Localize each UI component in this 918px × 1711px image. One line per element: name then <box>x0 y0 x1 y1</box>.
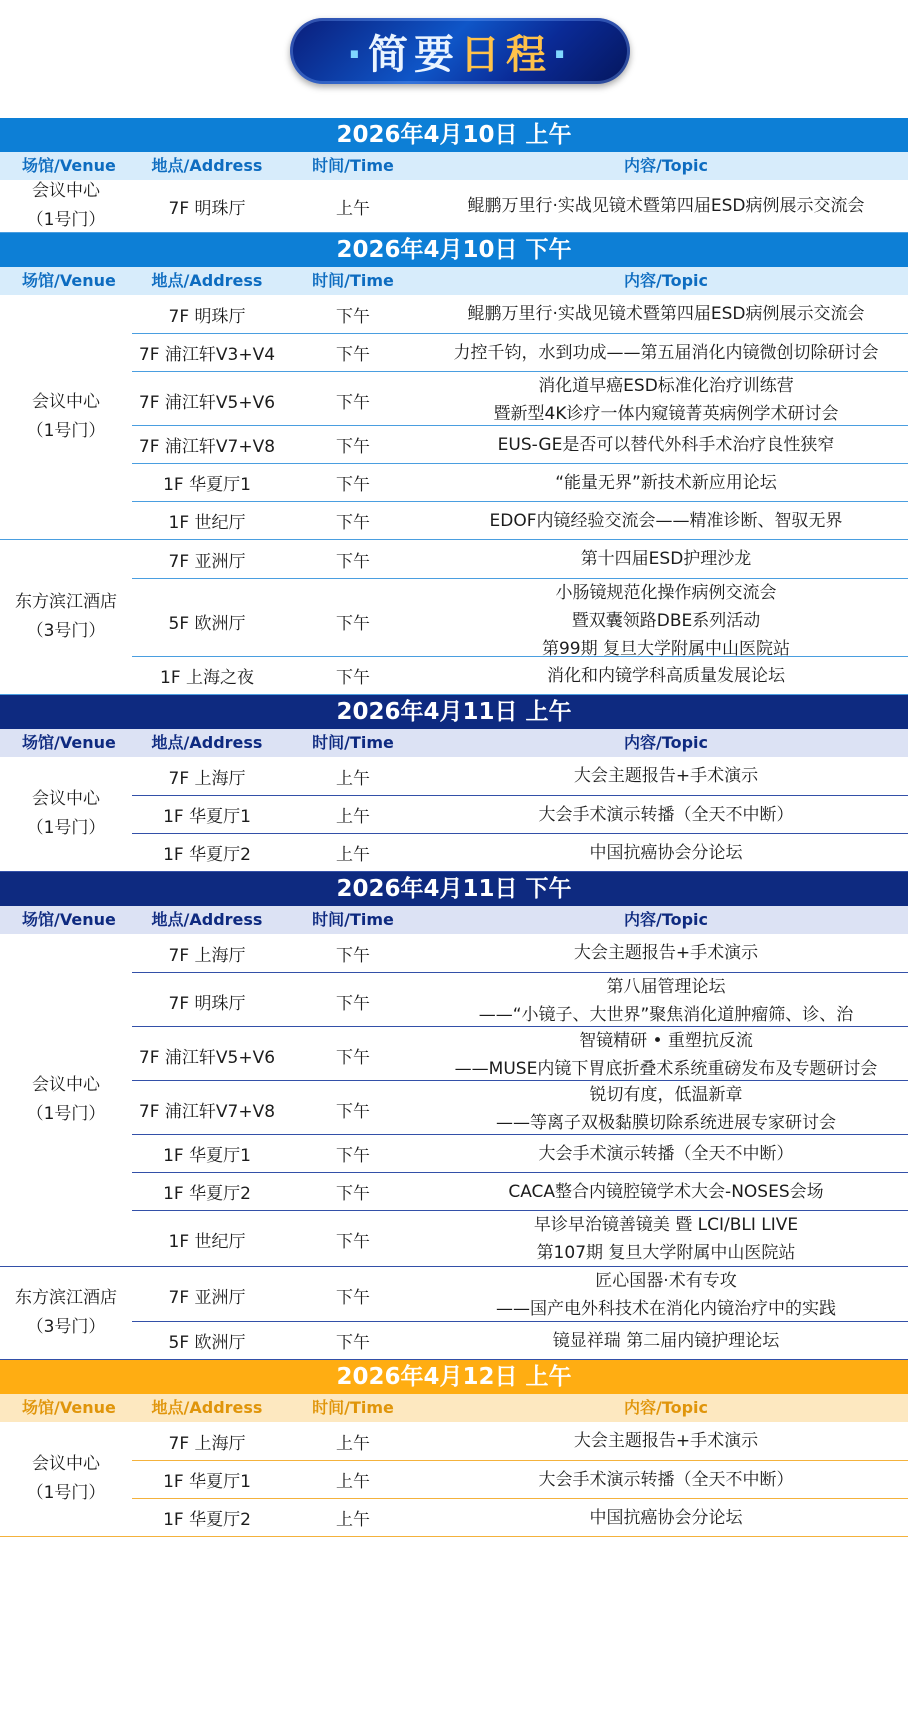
venue-name-line: （3号门） <box>26 621 106 641</box>
topic-cell <box>424 1504 908 1532</box>
schedule-row <box>132 1134 908 1172</box>
column-header-topic: 内容/Topic <box>623 733 709 752</box>
address-cell: 1F 华夏厅1 <box>163 475 251 495</box>
topic-cell <box>424 579 908 663</box>
schedule-row <box>132 425 908 463</box>
topic-cell <box>424 192 908 220</box>
venue-name-line: 会议中心 <box>32 789 100 809</box>
schedule-row <box>132 295 908 333</box>
topic-cell <box>424 469 908 497</box>
topic-line: EDOF内镜经验交流会——精准诊断、智驭无界 <box>489 510 843 531</box>
time-cell: 上午 <box>336 198 370 219</box>
title-char: 日 <box>460 31 506 78</box>
venue-name-line: （1号门） <box>26 421 106 441</box>
time-cell: 上午 <box>336 807 370 827</box>
topic-line: 大会手术演示转播（全天不中断） <box>538 1143 794 1164</box>
time-cell: 下午 <box>336 945 370 966</box>
title-dot-left: · <box>346 31 368 78</box>
address-cell: 1F 华夏厅1 <box>163 1146 251 1166</box>
address-cell: 7F 亚洲厅 <box>168 1287 246 1308</box>
schedule-row <box>132 501 908 539</box>
title-char: 程 <box>506 31 552 78</box>
time-cell: 上午 <box>336 1433 370 1454</box>
time-cell: 下午 <box>336 1184 370 1204</box>
column-header-venue: 场馆/Venue <box>22 910 116 929</box>
column-header-row <box>0 267 908 295</box>
address-cell: 1F 华夏厅1 <box>163 807 251 827</box>
column-header-address: 地点/Address <box>151 271 263 290</box>
venue-cell <box>0 540 132 694</box>
topic-cell <box>424 1140 908 1168</box>
topic-cell <box>424 1267 908 1323</box>
time-cell: 下午 <box>336 437 370 457</box>
topic-cell <box>424 431 908 459</box>
venue-name-line: （1号门） <box>26 818 106 838</box>
topic-line: 第八届管理论坛 <box>606 977 726 997</box>
topic-cell <box>424 973 908 1029</box>
column-header-row <box>0 729 908 757</box>
column-header-venue: 场馆/Venue <box>22 733 116 752</box>
venue-cell <box>0 934 132 1266</box>
column-header-topic: 内容/Topic <box>623 271 709 290</box>
topic-cell <box>424 1427 908 1455</box>
schedule-row <box>132 833 908 871</box>
topic-cell <box>424 1211 908 1267</box>
topic-line: CACA整合内镜腔镜学术大会-NOSES会场 <box>508 1181 824 1202</box>
time-cell: 下午 <box>336 1101 370 1122</box>
topic-cell <box>424 1178 908 1206</box>
schedule-row <box>132 1460 908 1498</box>
schedule-row <box>132 1422 908 1460</box>
topic-cell <box>424 1466 908 1494</box>
venue-name-line: 东方滨江酒店 <box>15 592 117 612</box>
address-cell: 5F 欧洲厅 <box>168 1333 246 1353</box>
time-cell: 上午 <box>336 1510 370 1530</box>
venue-name-line: （1号门） <box>26 1483 106 1503</box>
column-header-row <box>0 906 908 934</box>
topic-line: 暨双囊领路DBE系列活动 <box>571 611 761 631</box>
schedule-row <box>132 1498 908 1536</box>
schedule-row <box>132 656 908 694</box>
topic-line: 大会手术演示转播（全天不中断） <box>538 804 794 825</box>
schedule-row <box>132 578 908 659</box>
topic-line: 暨新型4K诊疗一体内窥镜菁英病例学术研讨会 <box>493 404 839 424</box>
title-char: 简 <box>368 31 414 78</box>
topic-cell <box>424 1027 908 1083</box>
section-date-header: 2026年4月10日 下午 <box>0 233 908 267</box>
address-cell: 7F 上海厅 <box>168 1433 246 1454</box>
venue-name-line: 会议中心 <box>32 1075 100 1095</box>
venue-name-line: 东方滨江酒店 <box>15 1288 117 1308</box>
section-date-header: 2026年4月10日 上午 <box>0 118 908 152</box>
column-header-venue: 场馆/Venue <box>22 156 116 175</box>
time-cell: 上午 <box>336 1472 370 1492</box>
schedule-row <box>132 934 908 972</box>
time-cell: 下午 <box>336 392 370 413</box>
column-header-address: 地点/Address <box>151 156 263 175</box>
schedule-row <box>132 371 908 425</box>
topic-cell <box>424 1327 908 1355</box>
column-header-venue: 场馆/Venue <box>22 1398 116 1417</box>
venue-group <box>0 1422 908 1537</box>
venue-name-line: （1号门） <box>26 1104 106 1124</box>
topic-line: 锐切有度，低温新章 <box>589 1085 743 1105</box>
topic-line: 中国抗癌协会分论坛 <box>589 1507 743 1528</box>
time-cell: 下午 <box>336 1146 370 1166</box>
time-cell: 下午 <box>336 513 370 533</box>
topic-line: “能量无界”新技术新应用论坛 <box>555 472 777 493</box>
title-dot-right: · <box>552 31 574 78</box>
venue-group <box>0 1267 908 1360</box>
schedule-row <box>132 757 908 795</box>
address-cell: 7F 浦江轩V5+V6 <box>138 1047 276 1068</box>
schedule-section <box>0 695 908 872</box>
topic-cell <box>424 939 908 967</box>
time-cell: 下午 <box>336 1287 370 1308</box>
topic-line: 鲲鹏万里行·实战见镜术暨第四届ESD病例展示交流会 <box>467 304 865 324</box>
topic-line: 消化道早癌ESD标准化治疗训练营 <box>538 376 794 396</box>
time-cell: 上午 <box>336 845 370 865</box>
venue-group <box>0 295 908 540</box>
topic-line: 大会主题报告+手术演示 <box>573 1431 759 1451</box>
topic-line: 小肠镜规范化操作病例交流会 <box>555 583 777 603</box>
section-date-header: 2026年4月12日 上午 <box>0 1360 908 1394</box>
title-banner <box>0 0 918 118</box>
venue-group <box>0 540 908 695</box>
venue-cell <box>0 757 132 871</box>
venue-name-line: 会议中心 <box>32 392 100 412</box>
address-cell: 1F 华夏厅2 <box>163 1510 251 1530</box>
topic-line: 镜显祥瑞 第二届内镜护理论坛 <box>552 1330 780 1351</box>
address-cell: 7F 明珠厅 <box>168 993 246 1014</box>
schedule-section <box>0 872 908 1360</box>
venue-name-line: 会议中心 <box>32 181 100 201</box>
venue-group <box>0 180 908 233</box>
topic-line: ——国产电外科技术在消化内镜治疗中的实践 <box>496 1299 836 1319</box>
topic-line: 大会手术演示转播（全天不中断） <box>538 1469 794 1490</box>
schedule-section <box>0 118 908 233</box>
topic-cell <box>424 545 908 573</box>
topic-cell <box>424 507 908 535</box>
schedule-section <box>0 1360 908 1537</box>
time-cell: 下午 <box>336 551 370 572</box>
topic-line: 智镜精研 • 重塑抗反流 <box>579 1031 753 1051</box>
topic-cell <box>424 839 908 867</box>
address-cell: 7F 浦江轩V7+V8 <box>138 437 276 457</box>
schedule-row <box>132 1321 908 1359</box>
column-header-row <box>0 1394 908 1422</box>
topic-line: 第107期 复旦大学附属中山医院站 <box>536 1243 796 1263</box>
section-date-header: 2026年4月11日 上午 <box>0 695 908 729</box>
topic-cell <box>424 372 908 428</box>
time-cell: 下午 <box>336 993 370 1014</box>
address-cell: 7F 明珠厅 <box>168 198 246 219</box>
topic-line: 匠心国器·术有专攻 <box>595 1271 737 1291</box>
venue-cell <box>0 295 132 539</box>
schedule <box>0 118 918 1537</box>
section-date-header: 2026年4月11日 下午 <box>0 872 908 906</box>
schedule-row <box>132 180 908 232</box>
venue-group <box>0 934 908 1267</box>
address-cell: 1F 世纪厅 <box>168 1231 246 1252</box>
venue-cell <box>0 1267 132 1359</box>
topic-cell <box>424 801 908 829</box>
topic-cell <box>424 339 908 367</box>
address-cell: 7F 明珠厅 <box>168 306 246 327</box>
schedule-row <box>132 1172 908 1210</box>
topic-line: 力控千钧，水到功成——第五届消化内镜微创切除研讨会 <box>453 342 879 363</box>
address-cell: 1F 世纪厅 <box>168 513 246 533</box>
schedule-row <box>132 540 908 578</box>
title-char: 要 <box>414 31 460 78</box>
topic-line: ——MUSE内镜下胃底折叠术系统重磅发布及专题研讨会 <box>454 1059 878 1079</box>
time-cell: 上午 <box>336 768 370 789</box>
time-cell: 下午 <box>336 475 370 495</box>
time-cell: 下午 <box>336 668 370 688</box>
schedule-row <box>132 795 908 833</box>
topic-cell <box>424 662 908 690</box>
address-cell: 1F 华夏厅2 <box>163 845 251 865</box>
address-cell: 1F 华夏厅1 <box>163 1472 251 1492</box>
schedule-section <box>0 233 908 695</box>
address-cell: 7F 亚洲厅 <box>168 551 246 572</box>
topic-line: ——“小镜子、大世界”聚焦消化道肿瘤筛、诊、治 <box>478 1005 854 1025</box>
address-cell: 7F 上海厅 <box>168 945 246 966</box>
address-cell: 7F 上海厅 <box>168 768 246 789</box>
column-header-topic: 内容/Topic <box>623 156 709 175</box>
time-cell: 下午 <box>336 1231 370 1252</box>
topic-line: 大会主题报告+手术演示 <box>573 766 759 786</box>
address-cell: 1F 华夏厅2 <box>163 1184 251 1204</box>
column-header-time: 时间/Time <box>312 1398 394 1417</box>
time-cell: 下午 <box>336 1047 370 1068</box>
address-cell: 5F 欧洲厅 <box>168 613 246 634</box>
address-cell: 7F 浦江轩V3+V4 <box>138 345 276 365</box>
column-header-topic: 内容/Topic <box>623 1398 709 1417</box>
topic-line: 消化和内镜学科高质量发展论坛 <box>547 665 785 686</box>
topic-cell <box>424 300 908 328</box>
address-cell: 1F 上海之夜 <box>160 668 254 688</box>
venue-name-line: 会议中心 <box>32 1454 100 1474</box>
column-header-topic: 内容/Topic <box>623 910 709 929</box>
topic-line: 中国抗癌协会分论坛 <box>589 842 743 863</box>
column-header-time: 时间/Time <box>312 910 394 929</box>
schedule-row <box>132 1080 908 1134</box>
page-title <box>347 23 573 80</box>
venue-cell <box>0 1422 132 1536</box>
column-header-address: 地点/Address <box>151 910 263 929</box>
schedule-row <box>132 463 908 501</box>
topic-line: 第十四届ESD护理沙龙 <box>580 549 752 569</box>
schedule-row <box>132 972 908 1026</box>
venue-group <box>0 757 908 872</box>
schedule-row <box>132 1267 908 1321</box>
column-header-address: 地点/Address <box>151 1398 263 1417</box>
topic-line: 大会主题报告+手术演示 <box>573 943 759 963</box>
time-cell: 下午 <box>336 613 370 634</box>
schedule-row <box>132 1210 908 1264</box>
schedule-row <box>132 333 908 371</box>
venue-cell <box>0 180 132 232</box>
column-header-address: 地点/Address <box>151 733 263 752</box>
time-cell: 下午 <box>336 1333 370 1353</box>
address-cell: 7F 浦江轩V7+V8 <box>138 1101 276 1122</box>
topic-line: 早诊早治镜善镜美 暨 LCI/BLI LIVE <box>533 1215 799 1235</box>
topic-line: EUS-GE是否可以替代外科手术治疗良性狭窄 <box>497 434 835 455</box>
address-cell: 7F 浦江轩V5+V6 <box>138 392 276 413</box>
column-header-time: 时间/Time <box>312 156 394 175</box>
topic-cell <box>424 1081 908 1137</box>
column-header-row <box>0 152 908 180</box>
venue-name-line: （1号门） <box>26 210 106 230</box>
topic-line: 第99期 复旦大学附属中山医院站 <box>541 639 791 659</box>
time-cell: 下午 <box>336 345 370 365</box>
time-cell: 下午 <box>336 306 370 327</box>
column-header-time: 时间/Time <box>312 271 394 290</box>
topic-line: ——等离子双极黏膜切除系统进展专家研讨会 <box>496 1113 836 1133</box>
column-header-time: 时间/Time <box>312 733 394 752</box>
topic-cell <box>424 762 908 790</box>
topic-line: 鲲鹏万里行·实战见镜术暨第四届ESD病例展示交流会 <box>467 196 865 216</box>
column-header-venue: 场馆/Venue <box>22 271 116 290</box>
schedule-row <box>132 1026 908 1080</box>
venue-name-line: （3号门） <box>26 1317 106 1337</box>
title-pill <box>290 18 630 84</box>
